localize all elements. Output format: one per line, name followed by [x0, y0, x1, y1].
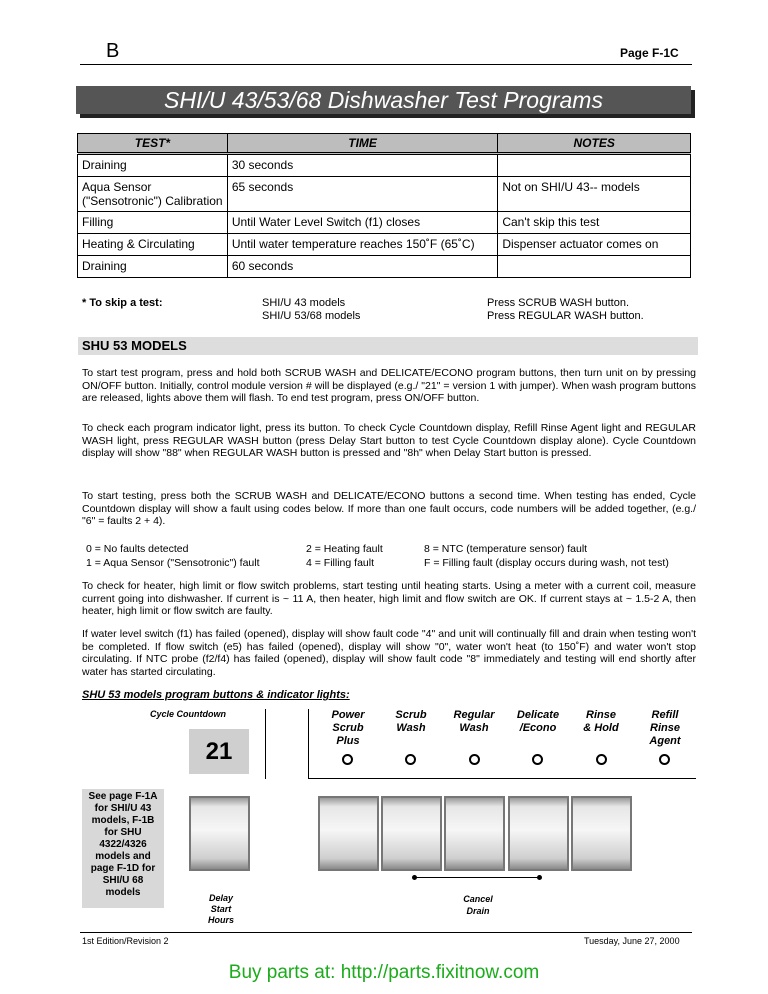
- cancel-drain-label: Cancel Drain: [463, 894, 493, 916]
- col-notes: NOTES: [498, 134, 691, 154]
- cell-notes: Can't skip this test: [498, 212, 691, 234]
- indicator-light-icon: [405, 754, 416, 765]
- panel-rule: [308, 778, 696, 779]
- cell-time: 30 seconds: [227, 154, 497, 177]
- table-row: [78, 234, 691, 256]
- col-test: TEST*: [78, 134, 228, 154]
- label-delicate-econo: Delicate /Econo: [516, 709, 560, 734]
- code-f: F = Filling fault (display occurs during wash, not test): [424, 557, 669, 569]
- delay-start-button[interactable]: [189, 796, 250, 871]
- buy-parts-link[interactable]: Buy parts at: http://parts.fixitnow.com: [228, 962, 540, 983]
- cell-time: Until water temperature reaches 150˚F (65˚C): [227, 234, 497, 256]
- cell-test: [78, 177, 228, 212]
- skip-press-2: Press REGULAR WASH button.: [487, 310, 644, 322]
- page-title: SHI/U 43/53/68 Dishwasher Test Programs: [164, 87, 603, 113]
- cell-test: Filling: [78, 212, 228, 234]
- label-refill-rinse-agent: Refill Rinse Agent: [649, 709, 681, 747]
- cell-notes: Not on SHI/U 43-- models: [498, 177, 691, 212]
- rinse-hold-button[interactable]: [571, 796, 632, 871]
- panel-divider: [308, 709, 309, 779]
- cell-notes: [498, 256, 691, 278]
- indicator-light-icon: [596, 754, 607, 765]
- skip-press-1: Press SCRUB WASH button.: [487, 297, 630, 309]
- connector-dot: [537, 875, 542, 880]
- power-scrub-plus-button[interactable]: [318, 796, 379, 871]
- paragraph-heater: To check for heater, high limit or flow switch problems, start testing until heating starts. Using a meter with a current coil, measure current going into dishwasher. If current is ~ 11 A, then heater, high limit and flow switch are OK. If current stays at ~ 1.5-2 A, then heater, high limit or flow switch are faulty.: [82, 580, 696, 617]
- cycle-countdown-display: 21: [189, 729, 249, 774]
- delicate-econo-button[interactable]: [508, 796, 569, 871]
- diagram-subtitle: SHU 53 models program buttons & indicator lights:: [82, 689, 350, 701]
- indicator-light-icon: [659, 754, 670, 765]
- scrub-wash-button[interactable]: [381, 796, 442, 871]
- indicator-light-icon: [532, 754, 543, 765]
- footer-date: Tuesday, June 27, 2000: [584, 936, 680, 946]
- indicator-light-icon: [342, 754, 353, 765]
- skip-model-2: SHI/U 53/68 models: [262, 310, 361, 322]
- panel-divider: [265, 709, 266, 779]
- paragraph-start: To start test program, press and hold both SCRUB WASH and DELICATE/ECONO program buttons, then turn unit on by pressing ON/OFF button. Initially, control module version # will be displayed (e.g./ "21" = version 1 with jumper). When wash program buttons are released, lights above them will flash. To end test program, press ON/OFF button.: [82, 367, 696, 404]
- skip-label: * To skip a test:: [82, 297, 163, 309]
- cell-time: Until Water Level Switch (f1) closes: [227, 212, 497, 234]
- paragraph-check-lights: To check each program indicator light, press its button. To check Cycle Countdown display, Refill Rinse Agent light and REGULAR WASH light, press REGULAR WASH button (press Delay Start button to test Cycle Countdown display alone). Cycle Countdown display will show "88" when REGULAR WASH button is pressed and "8h" when Delay Start button is pressed.: [82, 422, 696, 459]
- label-power-scrub-plus: Power Scrub Plus: [331, 709, 365, 747]
- page-number: Page F-1C: [620, 46, 679, 60]
- code-1: 1 = Aqua Sensor ("Sensotronic") fault: [86, 557, 260, 569]
- see-page-note: See page F-1A for SHI/U 43 models, F-1B for SHU 4322/4326 models and page F-1D for SHI/U 68 models: [82, 789, 164, 908]
- table-header-row: [78, 134, 691, 154]
- cell-time: 65 seconds: [227, 177, 497, 212]
- col-time: TIME: [227, 134, 497, 154]
- cell-test: Draining: [78, 256, 228, 278]
- cancel-drain-connector: [414, 877, 540, 878]
- cell-notes: Dispenser actuator comes on: [498, 234, 691, 256]
- cell-time: 60 seconds: [227, 256, 497, 278]
- code-2: 2 = Heating fault: [306, 543, 383, 555]
- label-regular-wash: Regular Wash: [453, 709, 495, 734]
- cell-text-2: ("Sensotronic") Calibration: [82, 194, 223, 208]
- cell-test: [78, 154, 228, 177]
- indicator-light-icon: [469, 754, 480, 765]
- footer-rule: [80, 932, 692, 933]
- cell-text: Draining: [82, 158, 127, 172]
- edition-info: 1st Edition/Revision 2: [82, 936, 169, 946]
- skip-model-1: SHI/U 43 models: [262, 297, 346, 309]
- paragraph-faults: If water level switch (f1) has failed (opened), display will show fault code "4" and unit will continually fill and drain when testing won't be completed. If flow switch (e5) has failed (opened), display will show "0", water won't heat (to 150˚F) and water won't stop circulating. If NTC probe (f2/f4) has failed (opened), display will show fault code "8" immediately and testing will end shortly after water has started circulating.: [82, 628, 696, 678]
- delay-start-hours-label: Delay Start Hours: [207, 893, 234, 925]
- header-rule: [80, 64, 692, 65]
- cell-text: Aqua Sensor: [82, 180, 152, 194]
- cycle-countdown-label: Cycle Countdown: [150, 709, 226, 719]
- regular-wash-button[interactable]: [444, 796, 505, 871]
- table-row: [78, 177, 691, 212]
- table-row: [78, 212, 691, 234]
- code-8: 8 = NTC (temperature sensor) fault: [424, 543, 588, 555]
- table-row: [78, 256, 691, 278]
- cell-notes: [498, 154, 691, 177]
- label-rinse-hold: Rinse & Hold: [583, 709, 619, 734]
- table-row: [78, 154, 691, 177]
- test-table: [77, 133, 691, 278]
- paragraph-testing: To start testing, press both the SCRUB WASH and DELICATE/ECONO buttons a second time. When testing has ended, Cycle Countdown display will show a fault using codes below. If more than one fault occurs, code numbers will be added together, (e.g./ "6" = faults 2 + 4).: [82, 490, 696, 527]
- code-4: 4 = Filling fault: [306, 557, 374, 569]
- connector-dot: [412, 875, 417, 880]
- label-scrub-wash: Scrub Wash: [395, 709, 427, 734]
- code-0: 0 = No faults detected: [86, 543, 189, 555]
- title-bar: [76, 86, 691, 114]
- cell-test: Heating & Circulating: [78, 234, 228, 256]
- section-letter: B: [106, 40, 120, 62]
- section-heading: SHU 53 MODELS: [78, 337, 698, 355]
